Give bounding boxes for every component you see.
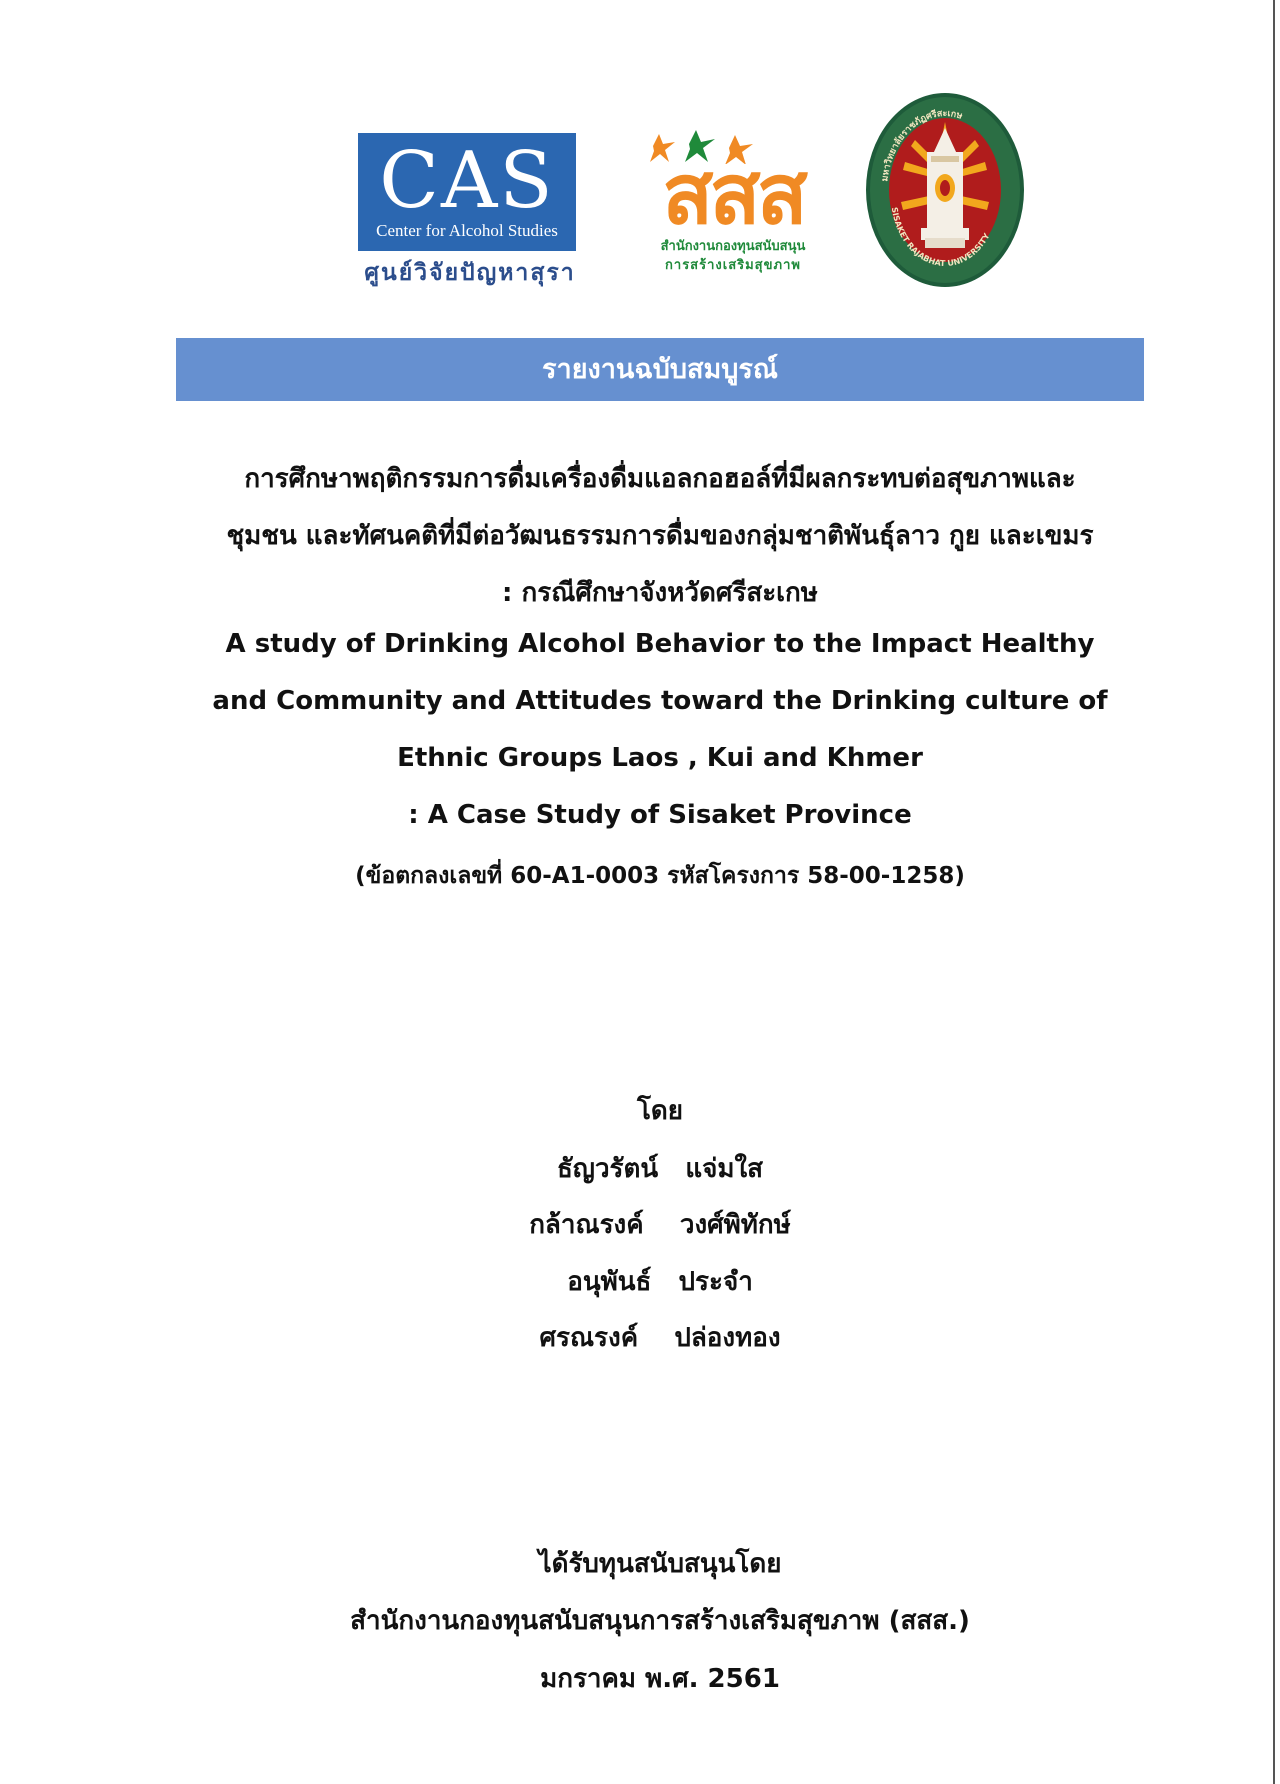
title-thai-line-3: : กรณีศึกษาจังหวัดศรีสะเกษ — [502, 578, 818, 608]
page-edge — [1273, 0, 1275, 1784]
author-4: ศรณรงค์ ปล่องทอง — [539, 1323, 781, 1353]
thaihealth-logo-line2: การสร้างเสริมสุขภาพ — [665, 258, 801, 273]
cas-logo-letters: CAS — [379, 136, 555, 226]
author-1: ธัญวรัตน์ แจ่มใส — [556, 1154, 764, 1184]
thaihealth-logo-line1: สำนักงานกองทุนสนับสนุน — [660, 239, 806, 254]
title-english-line-4: : A Case Study of Sisaket Province — [408, 800, 912, 830]
title-english-line-2: and Community and Attitudes toward the Drinking culture of — [212, 686, 1108, 716]
thaihealth-logo — [633, 118, 833, 278]
title-thai-line-2: ชุมชน และทัศนคติที่มีต่อวัฒนธรรมการดื่มของกลุ่มชาติพันธุ์ลาว กูย และเขมร — [226, 521, 1094, 551]
funding-label: ได้รับทุนสนับสนุนโดย — [538, 1549, 782, 1579]
university-seal-icon — [865, 92, 1025, 288]
cas-logo — [358, 133, 576, 283]
title-english-line-1: A study of Drinking Alcohol Behavior to the Impact Healthy — [225, 629, 1095, 659]
by-label: โดย — [636, 1096, 684, 1126]
funding-org: สำนักงานกองทุนสนับสนุนการสร้างเสริมสุขภาพ (สสส.) — [350, 1606, 970, 1636]
title-thai-line-1: การศึกษาพฤติกรรมการดื่มเครื่องดื่มแอลกอฮอล์ที่มีผลกระทบต่อสุขภาพและ — [244, 464, 1076, 494]
contract-number: (ข้อตกลงเลขที่ 60-A1-0003 รหัสโครงการ 58-00-1258) — [355, 863, 965, 889]
title-english-line-3: Ethnic Groups Laos , Kui and Khmer — [397, 743, 923, 773]
cas-logo-thai: ศูนย์วิจัยปัญหาสุรา — [364, 260, 576, 285]
report-type-label: รายงานฉบับสมบูรณ์ — [542, 354, 778, 385]
cas-logo-subtitle: Center for Alcohol Studies — [376, 221, 558, 240]
author-3: อนุพันธ์ ประจำ — [567, 1267, 753, 1297]
author-2: กล้าณรงค์ วงศ์พิทักษ์ — [529, 1210, 791, 1240]
thaihealth-logo-mark: สสส — [662, 145, 804, 243]
seal-ring-top-text: มหาวิทยาลัยราชภัฏศรีสะเกษ — [880, 108, 964, 183]
report-type-banner — [176, 338, 1144, 401]
seal-ring-bottom-text: SISAKET RAJABHAT UNIVERSITY — [889, 206, 992, 269]
report-date: มกราคม พ.ศ. 2561 — [540, 1664, 780, 1694]
